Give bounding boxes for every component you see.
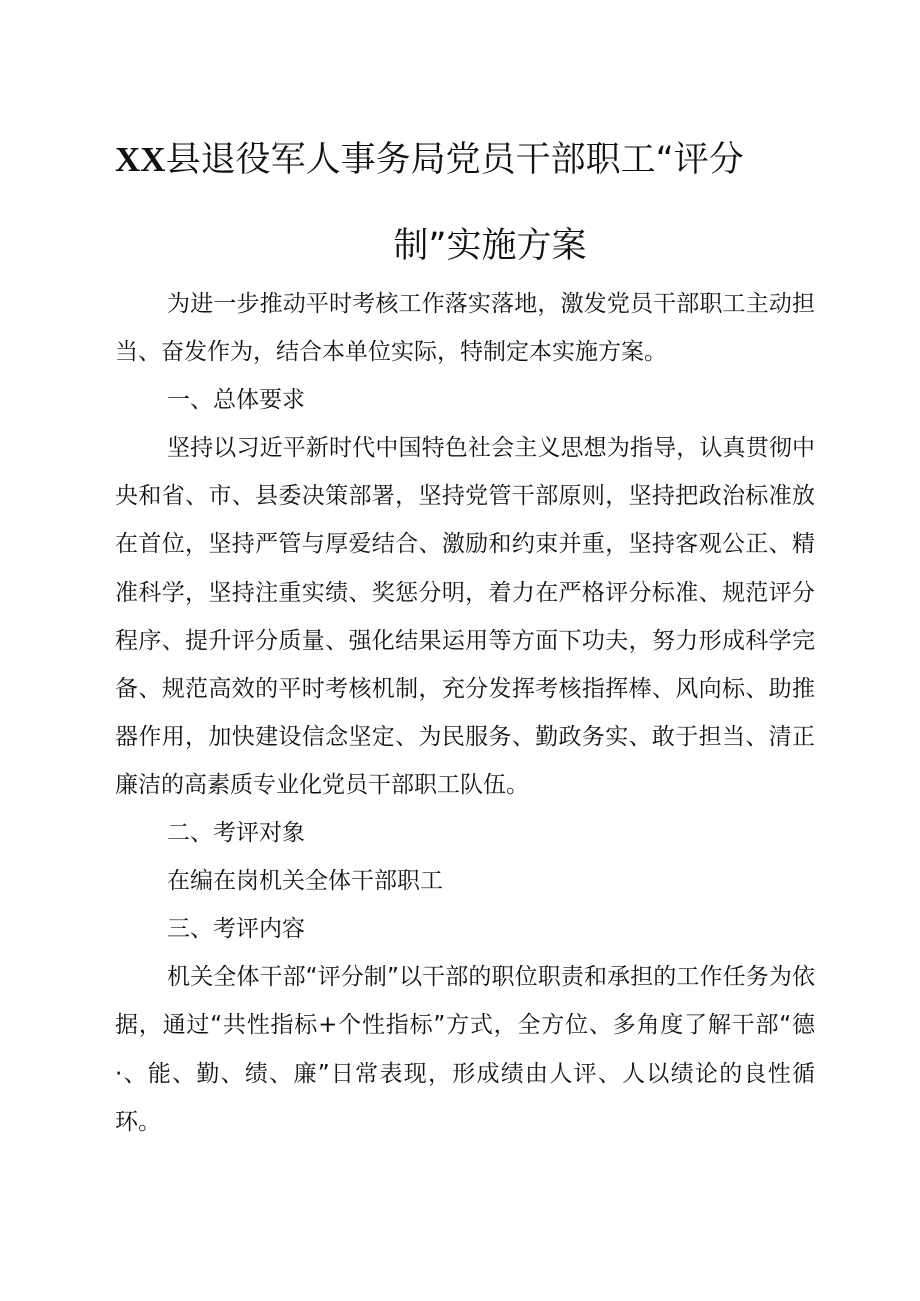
document-title-line-2 [0, 224, 920, 268]
intro-paragraph: 为进一步推动平时考核工作落实落地，激发党员干部职工主动担当、奋发作为，结合本单位实际，特制定本实施方案。 [115, 291, 815, 366]
section-heading-evaluation-content: 三、考评内容 [167, 916, 305, 943]
title-county-prefix: XX [115, 140, 166, 179]
section-heading-general-requirements: 一、总体要求 [167, 387, 305, 414]
section-heading-evaluation-targets: 二、考评对象 [167, 820, 305, 847]
evaluation-targets-paragraph: 在编在岗机关全体干部职工 [167, 868, 443, 895]
title-line-2-text: 制”实施方案 [393, 226, 587, 266]
document-body [115, 280, 815, 1146]
document-title-line-1 [115, 138, 815, 182]
general-requirements-paragraph: 坚持以习近平新时代中国特色社会主义思想为指导，认真贯彻中央和省、市、县委决策部署，坚持党管干部原则，坚持把政治标准放在首位，坚持严管与厚爱结合、激励和约束并重，坚持客观公正、精准科学，坚持注重实绩、奖惩分明，着力在严格评分标准、规范评分程序、提升评分质量、强化结果运用等方面下功夫，努力形成科学完备、规范高效的平时考核机制，充分发挥考核指挥棒、风向标、助推器作用，加快建设信念坚定、为民服务、勤政务实、敢于担当、清正廉洁的高素质专业化党员干部职工队伍。 [115, 435, 815, 798]
title-line-1-text: 县退役军人事务局党员干部职工“评分 [165, 140, 744, 180]
evaluation-content-paragraph: 机关全体干部“评分制”以干部的职位职责和承担的工作任务为依据，通过“共性指标+个性指标”方式，全方位、多角度了解干部“德·、能、勤、绩、廉”日常表现，形成绩由人评、人以绩论的良性循环。 [115, 964, 815, 1135]
